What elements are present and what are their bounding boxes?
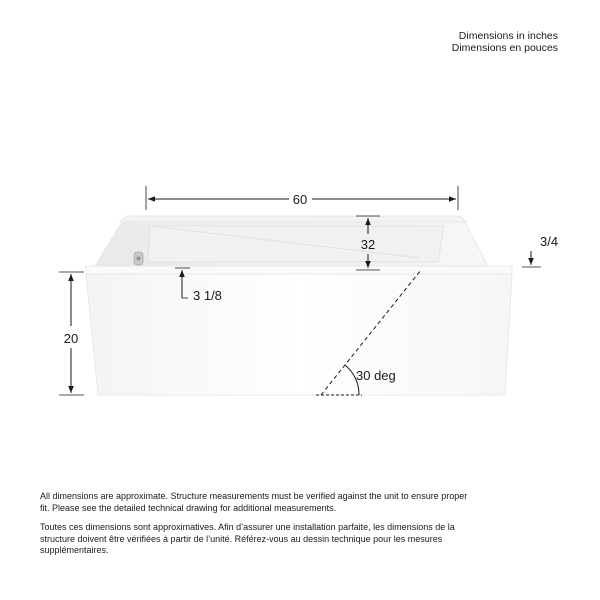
- tub-rim-front: [86, 266, 512, 274]
- tub-back-rim: [120, 216, 466, 222]
- height-label: 20: [63, 331, 79, 346]
- depth-label: 32: [360, 237, 376, 252]
- disclaimer-english: All dimensions are approximate. Structure measurements must be verified against the unit to ensure proper fit. Please see the detailed technical drawing for additional measurements.: [40, 491, 468, 513]
- tub-apron: [86, 274, 512, 395]
- angle-label: 30 deg: [356, 368, 396, 383]
- flange-label: 3/4: [540, 234, 559, 249]
- length-dimension: [146, 186, 458, 210]
- drain-offset-label: 3 1/8: [193, 288, 222, 303]
- disclaimer-french: Toutes ces dimensions sont approximatives. Afin d’assurer une installation parfaite, les dimensions de la structure doivent être vérifiées à partir de l’unité. Référez-vous au dessin technique pour les mesures supplémentaires.: [40, 522, 455, 555]
- height-dimension: [59, 272, 84, 395]
- overflow-drain-icon: [134, 252, 143, 265]
- flange-dimension: [522, 234, 558, 267]
- units-note-english: Dimensions in inches: [458, 30, 558, 42]
- length-label: 60: [292, 192, 308, 207]
- disclaimer-notes: [40, 491, 470, 565]
- bathtub: [86, 216, 512, 395]
- units-note-french: Dimensions en pouces: [451, 42, 558, 54]
